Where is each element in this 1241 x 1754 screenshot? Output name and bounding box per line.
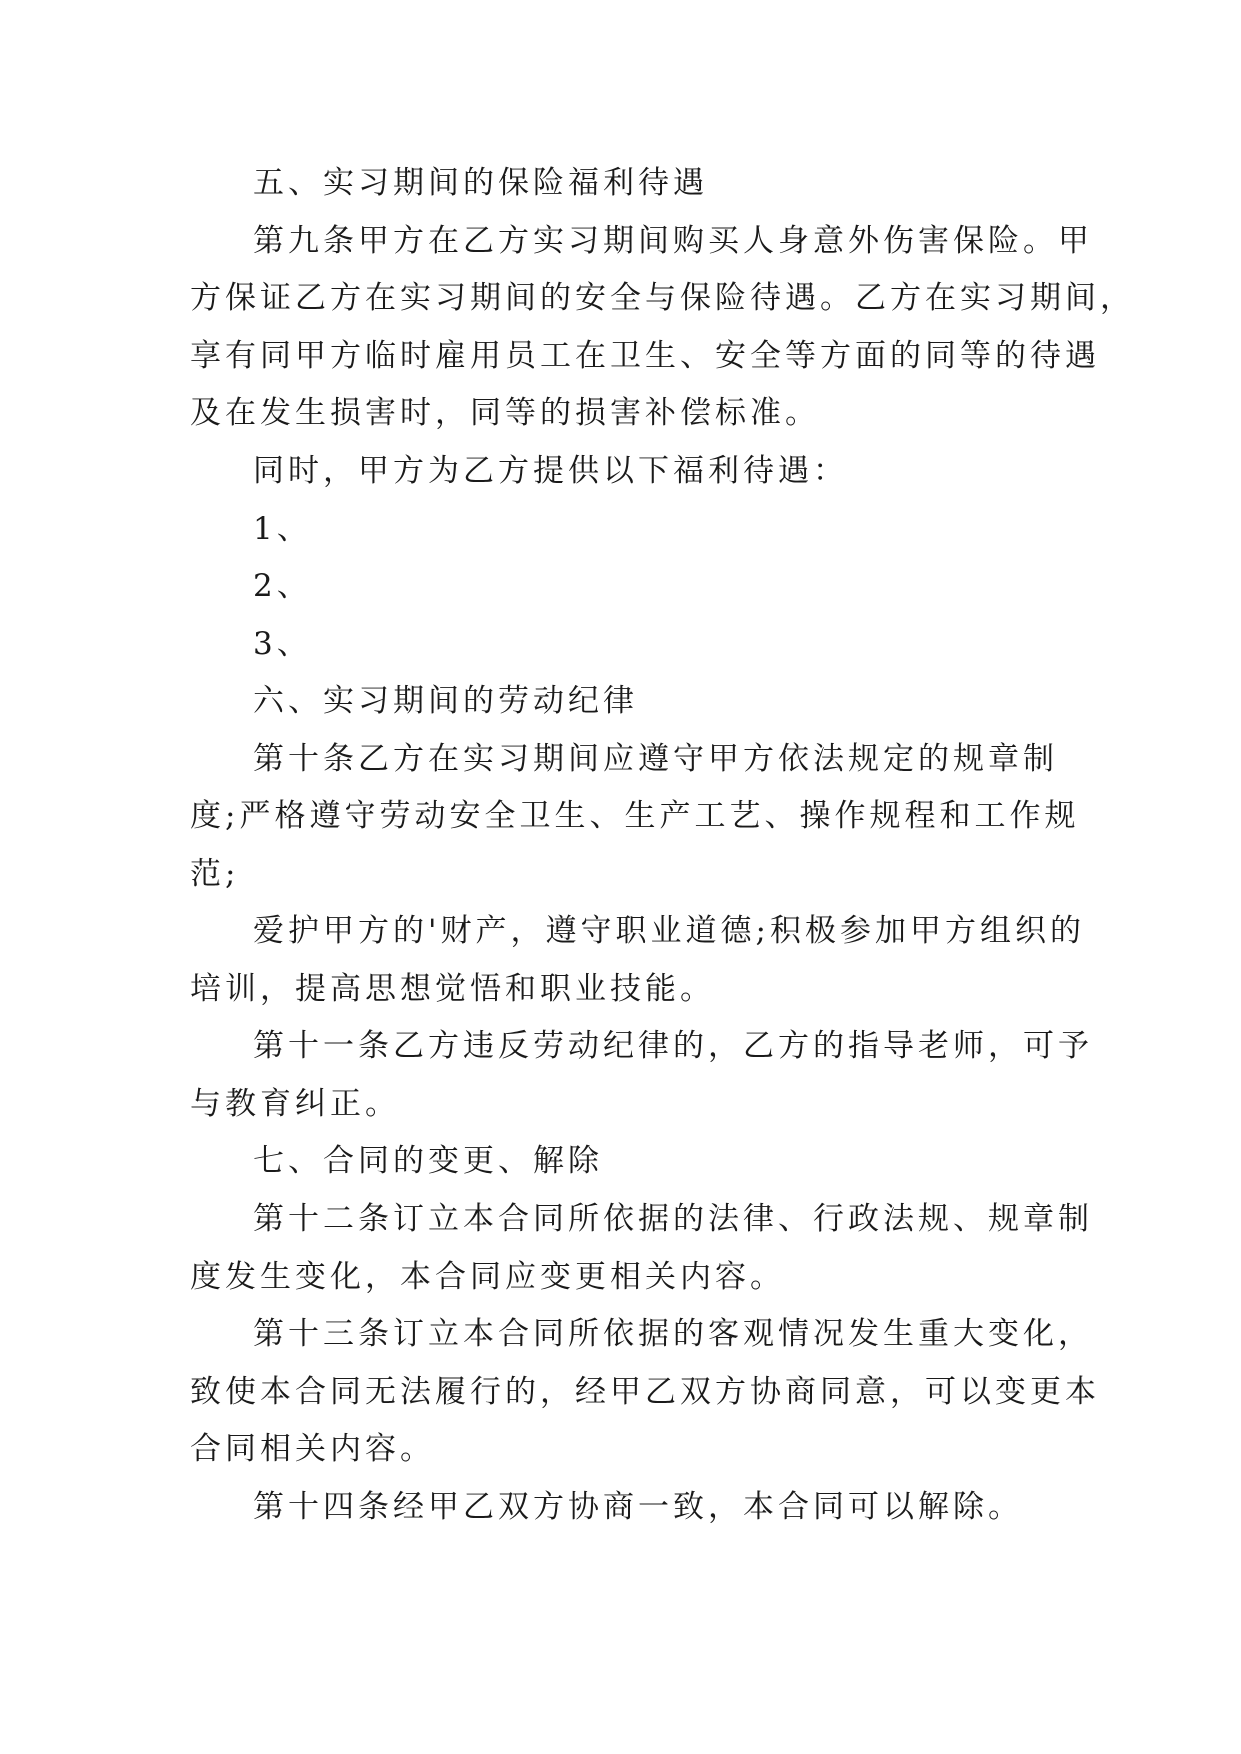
- section-heading-discipline: 六、实习期间的劳动纪律: [253, 683, 638, 719]
- text-line: 第十三条订立本合同所依据的客观情况发生重大变化，: [253, 1316, 1093, 1352]
- text-line: 第十一条乙方违反劳动纪律的，乙方的指导老师，可予: [253, 1028, 1093, 1064]
- text-line: 第十四条经甲乙双方协商一致，本合同可以解除。: [253, 1489, 1023, 1525]
- text-line: 度;严格遵守劳动安全卫生、生产工艺、操作规程和工作规: [190, 798, 1080, 834]
- text-line: 致使本合同无法履行的，经甲乙双方协商同意，可以变更本: [190, 1374, 1100, 1410]
- list-item: 1、: [253, 511, 312, 547]
- text-line: 度发生变化，本合同应变更相关内容。: [190, 1259, 785, 1295]
- text-line: 同时，甲方为乙方提供以下福利待遇：: [253, 453, 848, 489]
- section-heading-change: 七、合同的变更、解除: [253, 1143, 603, 1179]
- list-item: 2、: [253, 568, 312, 604]
- text-line: 合同相关内容。: [190, 1431, 435, 1467]
- text-line: 与教育纠正。: [190, 1086, 400, 1122]
- text-line: 范;: [190, 856, 240, 892]
- text-line: 第九条甲方在乙方实习期间购买人身意外伤害保险。甲: [253, 223, 1093, 259]
- text-line: 爱护甲方的'财产，遵守职业道德;积极参加甲方组织的: [253, 913, 1085, 949]
- list-item: 3、: [253, 626, 312, 662]
- text-line: 第十二条订立本合同所依据的法律、行政法规、规章制: [253, 1201, 1093, 1237]
- text-line: 享有同甲方临时雇用员工在卫生、安全等方面的同等的待遇: [190, 338, 1100, 374]
- text-line: 及在发生损害时，同等的损害补偿标准。: [190, 395, 820, 431]
- text-line: 方保证乙方在实习期间的安全与保险待遇。乙方在实习期间，: [190, 280, 1135, 316]
- section-heading-insurance: 五、实习期间的保险福利待遇: [253, 165, 708, 201]
- text-line: 第十条乙方在实习期间应遵守甲方依法规定的规章制: [253, 741, 1058, 777]
- text-line: 培训，提高思想觉悟和职业技能。: [190, 971, 715, 1007]
